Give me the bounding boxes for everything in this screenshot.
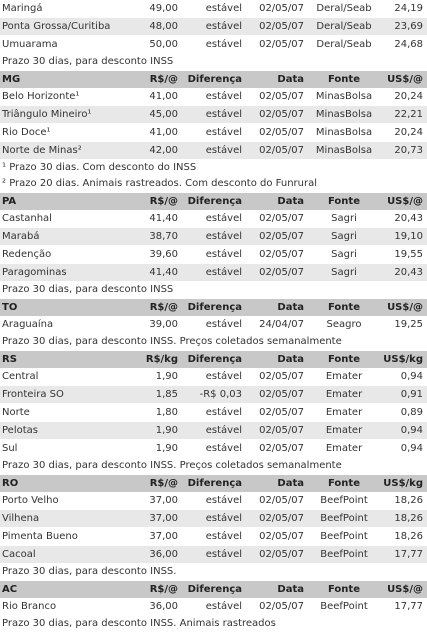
cell-price: 39,60	[149, 249, 178, 260]
cell-price: 36,00	[149, 601, 178, 612]
cell-source: MinasBolsa	[315, 109, 373, 120]
cell-usd: 23,69	[394, 21, 423, 32]
table-row	[0, 142, 427, 160]
cell-price: 1,90	[155, 371, 178, 382]
cell-price: 41,00	[149, 91, 178, 102]
table-row	[0, 264, 427, 282]
cell-usd: 19,25	[394, 319, 423, 330]
header-price: R$/@	[149, 478, 178, 489]
cell-source: Sagri	[331, 213, 357, 224]
cell-price: 45,00	[149, 109, 178, 120]
header-source: Fonte	[328, 74, 360, 85]
table-row	[0, 492, 427, 510]
section	[0, 350, 427, 474]
cell-region: Triângulo Mineiro¹	[2, 109, 92, 120]
cell-price: 37,00	[149, 531, 178, 542]
cell-date: 02/05/07	[259, 267, 304, 278]
cell-date: 24/04/07	[259, 319, 304, 330]
cell-region: Redenção	[2, 249, 52, 260]
cell-date: 02/05/07	[259, 407, 304, 418]
cell-region: Sul	[2, 443, 18, 454]
cell-change: estável	[205, 213, 242, 224]
header-usd: US$/kg	[383, 478, 423, 489]
cell-date: 02/05/07	[259, 127, 304, 138]
cell-region: Belo Horizonte¹	[2, 91, 80, 102]
cell-source: MinasBolsa	[315, 145, 373, 156]
table-row	[0, 422, 427, 440]
header-region: MG	[2, 74, 21, 85]
cell-region: Paragominas	[2, 267, 67, 278]
header-source: Fonte	[328, 478, 360, 489]
cell-usd: 20,73	[394, 145, 423, 156]
cell-date: 02/05/07	[259, 425, 304, 436]
table-row	[0, 246, 427, 264]
footnote: ¹ Prazo 30 dias. Com desconto do INSS	[0, 160, 427, 176]
cell-region: Umuarama	[2, 39, 58, 50]
footnote: Prazo 30 dias, para desconto INSS. Animais rastreados	[0, 616, 427, 632]
cell-price: 41,40	[149, 213, 178, 224]
cell-price: 1,90	[155, 443, 178, 454]
cell-source: BeefPoint	[320, 513, 368, 524]
cell-source: Emater	[325, 407, 363, 418]
cell-price: 38,70	[149, 231, 178, 242]
cell-region: Maringá	[2, 3, 43, 14]
cell-change: estável	[205, 425, 242, 436]
header-date: Data	[277, 354, 304, 365]
cell-usd: 17,77	[394, 549, 423, 560]
cell-usd: 19,55	[394, 249, 423, 260]
cell-date: 02/05/07	[259, 249, 304, 260]
footnote: Prazo 30 dias, para desconto INSS.	[0, 564, 427, 580]
cell-change: estável	[205, 127, 242, 138]
cell-source: BeefPoint	[320, 549, 368, 560]
section	[0, 474, 427, 580]
cell-usd: 20,43	[394, 267, 423, 278]
cell-date: 02/05/07	[259, 531, 304, 542]
cell-usd: 20,24	[394, 127, 423, 138]
section	[0, 70, 427, 192]
cell-date: 02/05/07	[259, 513, 304, 524]
cell-date: 02/05/07	[259, 549, 304, 560]
cell-change: estável	[205, 549, 242, 560]
header-usd: US$/@	[387, 74, 423, 85]
header-usd: US$/@	[387, 196, 423, 207]
cell-region: Fronteira SO	[2, 389, 64, 400]
header-region: RO	[2, 478, 19, 489]
table-row	[0, 546, 427, 564]
cell-region: Araguaína	[2, 319, 54, 330]
section-header	[0, 298, 427, 316]
header-usd: US$/@	[387, 302, 423, 313]
cell-source: MinasBolsa	[315, 127, 373, 138]
cell-usd: 19,10	[394, 231, 423, 242]
cell-price: 37,00	[149, 513, 178, 524]
cell-change: estável	[205, 249, 242, 260]
section	[0, 0, 427, 70]
cell-source: Emater	[325, 443, 363, 454]
cell-price: 41,00	[149, 127, 178, 138]
cell-price: 1,85	[155, 389, 178, 400]
cell-source: Emater	[325, 371, 363, 382]
footnote: Prazo 30 dias, para desconto INSS	[0, 54, 427, 70]
footnote: Prazo 30 dias, para desconto INSS. Preços coletados semanalmente	[0, 458, 427, 474]
cell-region: Pimenta Bueno	[2, 531, 78, 542]
cell-change: estável	[205, 231, 242, 242]
header-price: R$/@	[149, 302, 178, 313]
header-price: R$/@	[149, 584, 178, 595]
cell-usd: 0,91	[400, 389, 423, 400]
section	[0, 298, 427, 350]
cell-region: Marabá	[2, 231, 40, 242]
table-row	[0, 124, 427, 142]
cell-usd: 0,89	[400, 407, 423, 418]
table-row	[0, 228, 427, 246]
cell-change: estável	[205, 531, 242, 542]
cell-region: Rio Branco	[2, 601, 57, 612]
cell-region: Central	[2, 371, 39, 382]
cell-usd: 0,94	[400, 371, 423, 382]
header-region: AC	[2, 584, 18, 595]
header-usd: US$/kg	[383, 354, 423, 365]
cell-change: estável	[205, 371, 242, 382]
cell-change: estável	[205, 145, 242, 156]
header-source: Fonte	[328, 302, 360, 313]
table-row	[0, 18, 427, 36]
cell-source: Sagri	[331, 231, 357, 242]
cell-region: Norte	[2, 407, 30, 418]
cell-usd: 0,94	[400, 443, 423, 454]
header-change: Diferença	[187, 196, 242, 207]
header-region: PA	[2, 196, 17, 207]
cell-date: 02/05/07	[259, 91, 304, 102]
cell-price: 1,80	[155, 407, 178, 418]
section-header	[0, 70, 427, 88]
cell-date: 02/05/07	[259, 213, 304, 224]
cell-date: 02/05/07	[259, 443, 304, 454]
cell-date: 02/05/07	[259, 495, 304, 506]
header-source: Fonte	[328, 354, 360, 365]
cell-usd: 22,21	[394, 109, 423, 120]
table-row	[0, 510, 427, 528]
header-date: Data	[277, 302, 304, 313]
section-header	[0, 350, 427, 368]
footnote: Prazo 30 dias, para desconto INSS	[0, 282, 427, 298]
cell-date: 02/05/07	[259, 145, 304, 156]
cell-price: 41,40	[149, 267, 178, 278]
cell-price: 37,00	[149, 495, 178, 506]
cell-change: estável	[205, 3, 242, 14]
section-header	[0, 192, 427, 210]
cell-date: 02/05/07	[259, 21, 304, 32]
header-date: Data	[277, 584, 304, 595]
cell-region: Pelotas	[2, 425, 38, 436]
table-row	[0, 368, 427, 386]
cell-price: 42,00	[149, 145, 178, 156]
header-change: Diferença	[187, 354, 242, 365]
cell-source: MinasBolsa	[315, 91, 373, 102]
header-price: R$/@	[149, 74, 178, 85]
cell-region: Ponta Grossa/Curitiba	[2, 21, 111, 32]
cell-price: 48,00	[149, 21, 178, 32]
cell-price: 1,90	[155, 425, 178, 436]
cell-change: estável	[205, 495, 242, 506]
cell-price: 39,00	[149, 319, 178, 330]
table-row	[0, 36, 427, 54]
cell-source: Deral/Seab	[316, 39, 372, 50]
cell-usd: 17,77	[394, 601, 423, 612]
cell-region: Norte de Minas²	[2, 145, 82, 156]
cell-price: 50,00	[149, 39, 178, 50]
table-row	[0, 404, 427, 422]
cell-date: 02/05/07	[259, 39, 304, 50]
cell-date: 02/05/07	[259, 389, 304, 400]
table-row	[0, 440, 427, 458]
cell-date: 02/05/07	[259, 371, 304, 382]
table-row	[0, 598, 427, 616]
table-row	[0, 386, 427, 404]
cell-source: Emater	[325, 425, 363, 436]
cell-change: estável	[205, 91, 242, 102]
header-region: TO	[2, 302, 18, 313]
table-row	[0, 0, 427, 18]
cell-source: BeefPoint	[320, 495, 368, 506]
cell-region: Cacoal	[2, 549, 36, 560]
header-price: R$/@	[149, 196, 178, 207]
cell-source: BeefPoint	[320, 531, 368, 542]
header-change: Diferença	[187, 584, 242, 595]
cell-usd: 0,94	[400, 425, 423, 436]
cell-date: 02/05/07	[259, 109, 304, 120]
cell-region: Rio Doce¹	[2, 127, 51, 138]
section	[0, 192, 427, 298]
section	[0, 580, 427, 632]
table-row	[0, 210, 427, 228]
section-header	[0, 474, 427, 492]
cell-change: estável	[205, 21, 242, 32]
header-source: Fonte	[328, 196, 360, 207]
cell-usd: 24,19	[394, 3, 423, 14]
cell-source: Sagri	[331, 267, 357, 278]
cell-change: estável	[205, 39, 242, 50]
cell-usd: 20,24	[394, 91, 423, 102]
cell-usd: 18,26	[394, 531, 423, 542]
cell-change: estável	[205, 319, 242, 330]
cell-date: 02/05/07	[259, 231, 304, 242]
header-source: Fonte	[328, 584, 360, 595]
table-row	[0, 88, 427, 106]
cell-change: estável	[205, 513, 242, 524]
header-date: Data	[277, 196, 304, 207]
cell-change: estável	[205, 109, 242, 120]
cell-source: Sagri	[331, 249, 357, 260]
cell-usd: 18,26	[394, 495, 423, 506]
cell-change: estável	[205, 267, 242, 278]
cell-source: Deral/Seab	[316, 21, 372, 32]
table-row	[0, 528, 427, 546]
header-price: R$/kg	[145, 354, 178, 365]
header-change: Diferença	[187, 478, 242, 489]
cell-usd: 18,26	[394, 513, 423, 524]
cell-price: 36,00	[149, 549, 178, 560]
table-row	[0, 316, 427, 334]
table-row	[0, 106, 427, 124]
header-change: Diferença	[187, 302, 242, 313]
cell-region: Vilhena	[2, 513, 40, 524]
header-date: Data	[277, 478, 304, 489]
cell-region: Castanhal	[2, 213, 52, 224]
header-change: Diferença	[187, 74, 242, 85]
cell-usd: 24,68	[394, 39, 423, 50]
header-region: RS	[2, 354, 17, 365]
footnote: Prazo 30 dias, para desconto INSS. Preços coletados semanalmente	[0, 334, 427, 350]
cell-source: Emater	[325, 389, 363, 400]
cell-change: estável	[205, 601, 242, 612]
cell-usd: 20,43	[394, 213, 423, 224]
footnote: ² Prazo 20 dias. Animais rastreados. Com desconto do Funrural	[0, 176, 427, 192]
cell-change: estável	[205, 443, 242, 454]
cell-region: Porto Velho	[2, 495, 59, 506]
cell-source: BeefPoint	[320, 601, 368, 612]
header-usd: US$/@	[387, 584, 423, 595]
section-header	[0, 580, 427, 598]
cell-date: 02/05/07	[259, 601, 304, 612]
cell-change: -R$ 0,03	[199, 389, 242, 400]
cell-change: estável	[205, 407, 242, 418]
cell-price: 49,00	[149, 3, 178, 14]
cell-date: 02/05/07	[259, 3, 304, 14]
cell-source: Deral/Seab	[316, 3, 372, 14]
header-date: Data	[277, 74, 304, 85]
cell-source: Seagro	[326, 319, 362, 330]
